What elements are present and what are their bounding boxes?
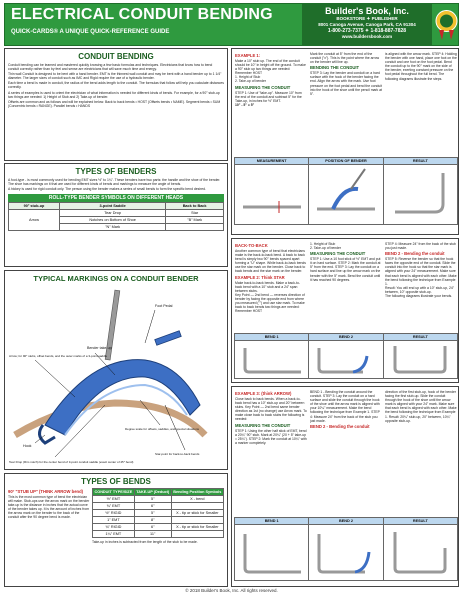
- publisher-phones: 1-800-273-7375 ✦ 1-818-887-7828: [327, 28, 407, 34]
- example-1-bend-heading: BENDING THE CONDUIT: [310, 65, 360, 71]
- example-2-col-3: STEP 4: Measure 24" from the back of the stub you just made.: [385, 242, 456, 251]
- table-cell: 11": [134, 531, 171, 538]
- takeup-table: [92, 488, 224, 538]
- example-2-measure-heading: MEASURING THE CONDUIT: [310, 251, 366, 257]
- table-cell: [171, 531, 223, 538]
- benders-text: A foot-type - is most commonly used for bending EMT sizes ½" to 1¼". These benders have two parts: the handle and the shoe of the bender. The shoe has markings on it that are used for different kinds of bends and markings to measure the angle of bends.: [8, 178, 221, 187]
- conduit-bending-paragraph: Thin wall Conduit is designed to be bent with a hand bender. EMT is the thinnest wall conduit and may be bent with a hand bender up to 1 1/4" diameter. The larger sizes of conduit such as IMC and Rigid require the use of a hydraulic bender.: [8, 72, 222, 81]
- example-1-panel: [231, 48, 459, 235]
- label-star-point: Star-point for back-to-back bends: [155, 452, 200, 456]
- copyright-footer: © 2018 Builder's Book, Inc. All rights reserved.: [185, 588, 278, 593]
- table-cell: 5": [134, 510, 171, 517]
- table-header-cell: TAKE-UP (Deduct): [136, 490, 170, 494]
- table-row: [93, 517, 224, 524]
- result-diagram: [387, 167, 453, 222]
- example-2-keypoint: Key Point — 2nd bend — reverses direction of bender by facing the opposite end from where you measured ("") and use star mark. To make back to back bends two things are needed: Remember HOST: [235, 292, 305, 314]
- example-3-col-3: direction of the first stub-up, hook of the bender facing the first stub-up. Slide the conduit through the hook of the shoe until the arrow mark is aligned with your 24" mark. Make sure that each bend is aligned with each other. Make the bend following the technique from Example 1. Result: 20¼" stub-up, 20" between, 10¼" opposite stub-up.: [385, 390, 457, 423]
- table-cell: Notches on Bottom of Shoe: [59, 217, 165, 224]
- label-arrow: Arrow; for 90° stubs, offset bends, and the outer marks of a 3-point saddle: [9, 354, 108, 358]
- table-row: [235, 165, 458, 225]
- example-1-formula: 10" - 5" = 5": [235, 102, 255, 107]
- table-cell: Tear Drop: [59, 210, 165, 217]
- result-2-diagram: [387, 342, 453, 376]
- table-header-cell: BEND 2: [309, 334, 383, 341]
- table-row: [235, 341, 458, 379]
- bend-2-diagram: [313, 342, 379, 376]
- table-cell: X - tip or stick for Smaller: [171, 524, 223, 531]
- table-cell: 5": [134, 496, 171, 503]
- conduit-bending-panel: [4, 48, 228, 161]
- typical-markings-title: TYPICAL MARKINGS ON A CONDUIT BENDER: [33, 274, 199, 283]
- takeup-note: Take-up in inches is subtracted from the length of the stub to be made.: [92, 540, 198, 544]
- label-hook: Hook: [23, 444, 32, 448]
- example-3-col-2: BEND 1 - Bending the conduit around the conduit. STEP 3: Lay the conduit on a hard surface and slide the conduit through the hook of the shoe until the arrow mark is aligned with your 10¼" measurement. Make the bend following the technique from Example 1. STEP 4: Measure 24" from the back of the stub you just made.: [310, 390, 380, 423]
- table-cell: 6": [134, 503, 171, 510]
- roll-type-table: [8, 202, 224, 231]
- publisher-seal-icon: [435, 8, 458, 41]
- table-cell: Star: [166, 210, 224, 217]
- table-row: [93, 496, 224, 503]
- bender-diagram: [5, 285, 227, 470]
- table-header-cell: MEASUREMENT: [235, 158, 309, 165]
- table-header-cell: BEND 1: [235, 518, 309, 525]
- table-header-cell: CONDUIT TYPE/SIZE: [94, 490, 133, 494]
- example-2-steps: STEP 1: Use a 10 foot stick of ½" EMT and put it on hard surface. STEP 2: Mark the conduit at 5" from the end. STEP 3: Lay the conduit on a hard surface and line up the arrow mark on the bender with the 5" mark. Bend the conduit until it has reached 90 degrees.: [310, 257, 381, 282]
- back-to-back-text: Another common type of bend that electricians make is the back-to-back bend. A back to back bend is simply two 90° bends spaced apart forming a "U" shape. While back-to-back bends use the star mark on the bender. Close back to back bends and the star mark on the bender.: [235, 249, 307, 274]
- label-foot-pedal: Foot Pedal: [155, 304, 173, 308]
- conduit-bending-paragraph: A series of examples is used to orient the electrician of what information is needed for different kinds of bends. For example, for a 90° stub-up two things are needed: 1) Height of Stub and 2) Take-up of bender.: [8, 90, 220, 99]
- table-cell: ½" RIGID: [93, 510, 135, 517]
- table-cell: 8": [134, 517, 171, 524]
- types-of-bends-panel: [4, 473, 228, 587]
- table-header-cell: 3-point Saddle: [59, 203, 165, 210]
- publisher-name: Builder's Book, Inc.: [325, 6, 409, 16]
- table-cell: X - tip or stick for Smaller: [171, 510, 223, 517]
- table-row: [93, 503, 224, 510]
- table-header-cell: RESULT: [383, 518, 457, 525]
- example-2-note: The following diagrams illustrate your bends.: [385, 294, 453, 299]
- result-3-diagram: [387, 526, 453, 578]
- back-to-back-title: BACK-TO-BACK: [235, 243, 268, 248]
- label-bender-takeup: Bender take-up: [87, 346, 112, 350]
- table-cell: [166, 224, 224, 231]
- conduit-bending-note: Offsets are common and as follows and will be explained below: Back to back bends • HOST (Offsets bends • NAME). Segment bends • SUM (Concentric bends • RANGE). Parallel bends • HANDS: [8, 99, 221, 108]
- table-cell: ¾" EMT: [93, 503, 135, 510]
- bend-1-diagram: [239, 342, 305, 376]
- example-2-item: 2. Take-up of bender: [310, 246, 342, 251]
- label-degree-scale: Degree scale for offsets, saddles, and special situations: [125, 427, 199, 431]
- back-to-back-panel: [231, 238, 459, 383]
- diagram-cell: [235, 165, 309, 225]
- benders-text-2: A hickey is used for rigid conduit only. The person using the bender makes a series of small bends to form the specific bend desired.: [8, 187, 206, 192]
- example-2-bend-2-heading: BEND 2 - Bending the conduit: [385, 251, 445, 257]
- position-diagram: [313, 167, 379, 222]
- table-cell: 1¼" EMT: [93, 531, 135, 538]
- example-2-text: Make back-to-back bends. Make a back-to-back bend with a 10" stub and a 24" span between stubs.: [235, 280, 301, 293]
- example-3-steps: STEP 1: Using the other half stick of EMT, bend a 20¼" 90° stub. Mark at 20¼" (20 + 5" take-up = 25¼"). STEP 2: Mark the conduit at 10¼" with a marker completely.: [235, 428, 307, 445]
- publisher-line: BOOKSTORE ✦ PUBLISHER: [336, 16, 398, 21]
- example-2-result: Result: You will end up with a 10" stub-up, 24" between, 10" opposite stub-up.: [385, 285, 454, 294]
- typical-markings-panel: [4, 270, 228, 470]
- table-header-cell: 90° stub-up: [9, 203, 60, 210]
- diagram-cell: [309, 525, 383, 581]
- table-row: [93, 524, 224, 531]
- table-header-cell: BEND 2: [309, 518, 383, 525]
- example-2-col-3b: STEP 5: Reverse the bender so that the hook faces the opposite end of the conduit. Slide the conduit into the hook so that the star mark is aligned with your 24" measurement. Make sure that each bend is aligned with each other. Make the bend following the technique from Example 1.: [385, 257, 457, 286]
- table-row: [235, 525, 458, 581]
- table-cell: [171, 517, 223, 524]
- page-subtitle: QUICK-CARDS® A UNIQUE QUICK-REFERENCE GUIDE: [11, 29, 170, 35]
- measurement-diagram: [239, 167, 305, 222]
- example-1-item: 1. Height of Stub: [235, 75, 261, 80]
- table-cell: 6": [134, 524, 171, 531]
- conduit-bending-paragraph: Each time a bend is made in conduit, the radius of the bend adds length to the conduit. The formulas that follow will help you calculate distances correctly.: [8, 81, 224, 90]
- stub-up-text: This is the most common type of bend the electrician will make. Stub-ups use the arrow mark on the bender take-up is the distance in inches that the actual curve of the bender takes up. It is the amount of inches from the arrow mark on the bender to the back of the conduit after the 90 degree bend is made.: [8, 495, 90, 520]
- table-cell: 1" EMT: [93, 517, 135, 524]
- diagram-cell: [383, 525, 457, 581]
- table-header-cell: Bending Position Symbols: [171, 489, 223, 496]
- example-2-diagram-table: [234, 333, 458, 379]
- example-1-step-1: STEP 1: Use of "take-up". Measure 10" from the end of the conduit and subtract 5" for the Take-up, in inches for ½" EMT.: [235, 90, 302, 103]
- example-3-diagram-table: [234, 517, 458, 581]
- page-title: ELECTRICAL CONDUIT BENDING: [11, 6, 273, 23]
- example-1-diagram-table: [234, 157, 458, 225]
- stub-up-heading: 90° "STUB UP" (THINK ARROW bend): [8, 489, 84, 494]
- table-cell: X - bend: [171, 496, 223, 503]
- table-row: [93, 510, 224, 517]
- example-1-item: 2. Take-up of bender: [235, 79, 267, 84]
- conduit-bending-paragraph: Conduit bending can be learned and mastered quickly knowing a few basic formulas and techniques. Electricians that know how to bend conduit correctly rather than by feel and sense are electricians that will save much time and energy.: [8, 63, 213, 72]
- example-1-title: EXAMPLE 1:: [235, 53, 261, 58]
- types-of-benders-panel: [4, 163, 228, 267]
- publisher-website: www.buildersbook.com: [341, 34, 393, 39]
- table-header-cell: RESULT: [383, 158, 457, 165]
- conduit-bending-title: CONDUIT BENDING: [78, 52, 154, 61]
- table-header-cell: RESULT: [383, 334, 457, 341]
- diagram-cell: [235, 341, 309, 379]
- example-3-text: Close back to back bends. When a back-to-back bend has a 10" stub-up and 20" between stubs. Key Point — 2nd bend same bender direction as 1st (no change) use Arrow mark. To make close back to back stubs the following is needed:: [235, 397, 307, 422]
- types-of-benders-title: TYPES OF BENDERS: [75, 167, 157, 176]
- example-1-text: Make a 10" stub up. The end of the conduit should be 10" in height off the ground. To make a 90° stub up two things are needed: Remember HOST: [235, 59, 306, 76]
- bend-2-diagram: [313, 526, 379, 578]
- table-cell: ½" EMT: [93, 496, 135, 503]
- example-1-col-2: Mark the conduit at 5" from the end of the conduit ("x"). This is the point where the arrow on the bender will line up.: [310, 52, 380, 65]
- publisher-box: [302, 4, 432, 45]
- table-cell: "B" Mark: [166, 217, 224, 224]
- diagram-cell: [383, 165, 457, 225]
- diagram-cell: [383, 341, 457, 379]
- table-cell: [171, 503, 223, 510]
- table-cell: ¾" RIGID: [93, 524, 135, 531]
- example-3-panel: [231, 386, 459, 587]
- table-row: [9, 210, 224, 217]
- example-3-title: EXAMPLE 3: (think ARROW): [235, 391, 292, 396]
- publisher-address: 8001 Canoga Avenue, Canoga Park, CA 91304: [318, 22, 416, 27]
- table-cell: "N" Mark: [59, 224, 165, 231]
- table-cell: Arrow: [9, 210, 60, 231]
- table-row: [93, 531, 224, 538]
- types-of-bends-title: TYPES OF BENDS: [81, 477, 151, 486]
- example-2-item: 1. Height of Stub: [310, 242, 336, 246]
- example-3-measure-heading: MEASURING THE CONDUIT: [235, 422, 291, 428]
- bend-1-diagram: [239, 526, 305, 578]
- roll-type-table-title: ROLL-TYPE BENDER SYMBOLS ON DIFFERENT HEADS: [8, 194, 224, 202]
- example-3-bend-2-heading: BEND 2 - Bending the conduit: [310, 423, 370, 429]
- header-banner: [4, 3, 459, 46]
- table-header-cell: BEND 1: [235, 334, 309, 341]
- table-header-cell: Back to Back: [166, 203, 224, 210]
- example-1-col-3: is aligned with the arrow mark. STEP 4: Holding the bender with one hand, place one foot on the conduit and one foot on the foot pedal. Bend the conduit up to the 90° mark on the side of the bender, exerting constant pressure on the foot pedal throughout the full bend. The following diagrams illustrate the steps.: [385, 52, 457, 81]
- diagram-cell: [235, 525, 309, 581]
- diagram-cell: [309, 341, 383, 379]
- example-1-step-3: STEP 3: Lay the bender and conduit on a hard surface with the hook of the bender facing the end. Align the arrow with the mark. Use foot pressure on the foot pedal and bend the conduit into the hook of the shoe until the pencil mark at 5".: [310, 71, 382, 96]
- example-1-measure-heading: MEASURING THE CONDUIT: [235, 84, 291, 90]
- diagram-cell: [309, 165, 383, 225]
- table-header-cell: POSITION OF BENDER: [309, 158, 383, 165]
- label-tear-drop: Tear Drop (Rim notch) for the center bend of 3-point conduit saddle (exact center of 45° bend): [9, 460, 134, 464]
- example-2-title: EXAMPLE 2: Think STAR: [235, 274, 285, 280]
